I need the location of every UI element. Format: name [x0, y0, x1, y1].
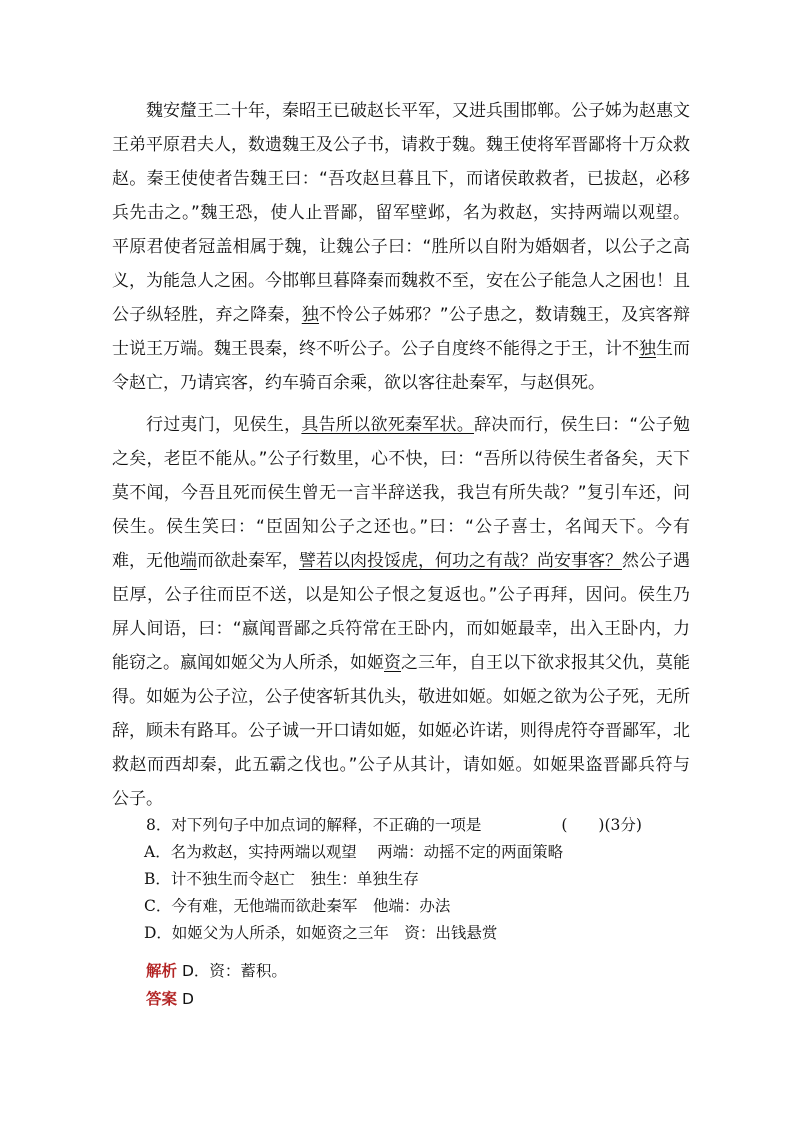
passage-text: 魏安釐王二十年，秦昭王已破赵长平军，又进兵围邯郸。公子姊为赵惠文王弟平原君夫人，数遗魏王及公子书，请救于魏。魏王使将军晋鄙将十万众救赵。秦王使使者告魏王曰：“吾攻赵旦暮且下，而诸侯敢救者，已拔赵，必移兵先击之。”魏王恐，使人止晋鄙，留军壁邺，名为救赵，实持两端以观望。平原君使者冠盖相属于魏，让魏公子曰：“胜所以自附为婚姻者，以公子之高义，为能急人之困。今邯郸旦暮降秦而魏救不至，安在公子能急人之困也！且公子纵轻胜，弃之降秦，: [112, 101, 690, 325]
underlined-word: 独: [639, 339, 656, 359]
underlined-word: 资: [384, 653, 401, 673]
answer-value: D: [181, 990, 194, 1008]
analysis-text: D．资：蓄积。: [181, 962, 287, 980]
passage-text: 不怜公子姊邪？”公子患之，数请魏王，及宾客辩士说王万端。魏王畏秦，终不听公子。公子自度终不能得之于王，计不: [112, 305, 691, 359]
question-8: [146, 812, 706, 947]
question-stem-text: 8．对下列句子中加点词的解释，不正确的一项是: [146, 816, 482, 834]
passage-paragraph-1: [112, 94, 690, 400]
passage-paragraph-2: [112, 408, 690, 816]
analysis-label: 解析: [146, 962, 178, 980]
passage-text: 生而令赵亡，乃请宾客，约车骑百余乘，欲以客往赴秦军，与赵俱死。: [112, 339, 690, 393]
answer-blank: ( )(3分): [561, 816, 642, 834]
answer-label: 答案: [146, 990, 178, 1008]
passage-text: 辞决而行，侯生曰：“公子勉之矣，老臣不能从。”公子行数里，心不快，曰：“吾所以待侯生者备矣，天下莫不闻，今吾且死而侯生曾无一言半辞送我，我岂有所失哉？”复引车还，问侯生。侯生笑曰：“臣固知公子之还也。”曰：“公子喜士，名闻天下。今有难，无他: [112, 415, 691, 571]
answer-line: [146, 985, 287, 1013]
passage-text: 然公子遇臣厚，公子往而臣不送，以是知公子恨之复返也。”公子再拜，因问。侯生乃屏人间语，曰：“嬴闻晋鄙之兵符常在王卧内，而如姬最幸，出入王卧内，力能窃之。嬴闻如姬父为人所杀，如姬: [112, 551, 690, 673]
underlined-sentence: 譬若以肉投馁虎，何功之有哉？尚安事客？: [299, 551, 622, 571]
passage-text: 而欲赴秦军，: [197, 551, 299, 571]
analysis-block: [146, 957, 287, 1013]
option-a: A．名为救赵，实持两端以观望 两端：动摇不定的两面策略: [144, 843, 564, 861]
analysis-line: [146, 957, 287, 985]
underlined-word: 端: [180, 551, 197, 571]
underlined-sentence: 具告所以欲死秦军状。: [301, 415, 475, 435]
option-d: D．如姬父为人所杀，如姬资之三年 资：出钱悬赏: [144, 924, 498, 942]
option-c: C．今有难，无他端而欲赴秦军 他端：办法: [144, 897, 451, 915]
underlined-word: 独: [301, 305, 319, 325]
question-stem: [146, 812, 706, 839]
passage: [112, 94, 690, 816]
passage-text: 行过夷门，见侯生，: [146, 415, 302, 435]
option-b: B．计不独生而令赵亡 独生：单独生存: [144, 870, 419, 888]
passage-text: 之三年，自王以下欲求报其父仇，莫能得。如姬为公子泣，公子使客斩其仇头，敬进如姬。如姬之欲为公子死，无所辞，顾未有路耳。公子诚一开口请如姬，如姬必许诺，则得虎符夺晋鄙军，北救赵而西却秦，此五霸之伐也。”公子从其计，请如姬。如姬果盗晋鄙兵符与公子。: [112, 653, 690, 809]
